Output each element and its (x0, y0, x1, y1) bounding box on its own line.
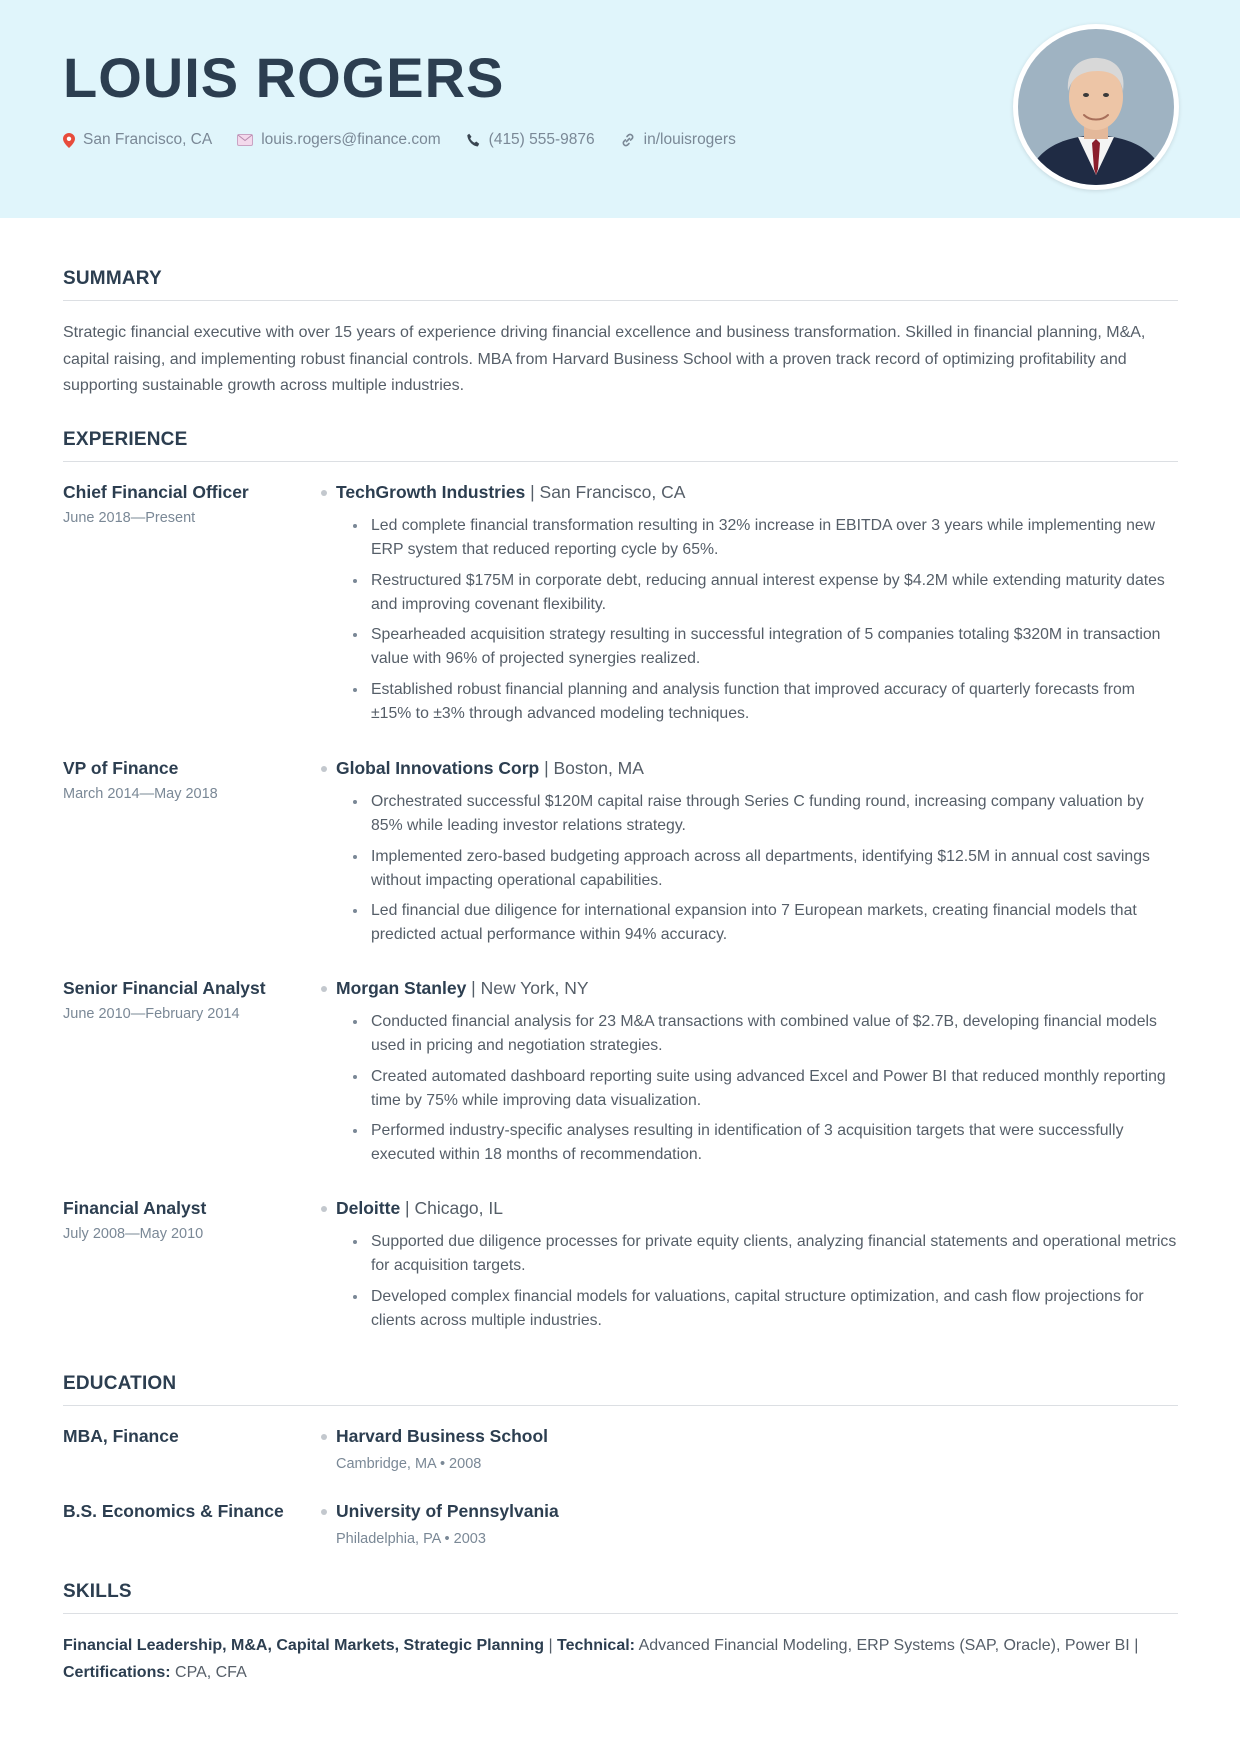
company-name: Global Innovations Corp (336, 758, 540, 778)
achievement-list (353, 1010, 1178, 1174)
company-location: | San Francisco, CA (525, 482, 686, 502)
phone-text[interactable]: (415) 555-9876 (488, 131, 595, 148)
job-dates: June 2010—February 2014 (63, 1006, 240, 1022)
company-name: Deloitte (336, 1198, 401, 1218)
achievement-item: Supported due diligence processes for private equity clients, analyzing financial statements and operational metrics for acquisition targets. (353, 1230, 1178, 1278)
profile-photo (1013, 24, 1179, 190)
school-meta: Cambridge, MA • 2008 (336, 1456, 482, 1472)
job-title: Senior Financial Analyst (63, 978, 266, 998)
company-line (336, 978, 589, 999)
job-dates: June 2018—Present (63, 510, 196, 526)
achievement-list (353, 790, 1178, 954)
skills-text (63, 1632, 1178, 1686)
email-icon (237, 134, 253, 146)
achievement-list (353, 514, 1178, 732)
phone-icon (466, 133, 481, 148)
school-name: University of Pennsylvania (336, 1501, 559, 1521)
company-name: Morgan Stanley (336, 978, 467, 998)
contact-location (63, 131, 212, 149)
achievement-item: Implemented zero-based budgeting approach across all departments, identifying $12.5M in annual cost savings without impacting operational capabilities. (353, 845, 1178, 893)
achievement-item: Performed industry-specific analyses resulting in identification of 3 acquisition targets that were successfully executed within 18 months of recommendation. (353, 1119, 1178, 1167)
job-dates: March 2014—May 2018 (63, 786, 218, 802)
achievement-item: Orchestrated successful $120M capital raise through Series C funding round, increasing company valuation by 85% while leading investor relations strategy. (353, 790, 1178, 838)
job-dates: July 2008—May 2010 (63, 1226, 204, 1242)
company-line (336, 482, 685, 503)
header-banner (0, 0, 1240, 218)
achievement-item: Developed complex financial models for valuations, capital structure optimization, and cash flow projections for clients across multiple industries. (353, 1285, 1178, 1333)
contact-linkedin[interactable] (620, 131, 736, 149)
contact-email[interactable] (237, 131, 440, 149)
job-title: VP of Finance (63, 758, 179, 778)
candidate-name: LOUIS ROGERS (63, 46, 505, 109)
link-icon (620, 132, 636, 148)
achievement-item: Created automated dashboard reporting suite using advanced Excel and Power BI that reduced monthly reporting time by 75% while improving data visualization. (353, 1065, 1178, 1113)
technical-skills: Advanced Financial Modeling, ERP Systems (SAP, Oracle), Power BI (635, 1637, 1130, 1654)
summary-heading: SUMMARY (63, 268, 1178, 301)
portrait-image (1018, 29, 1174, 185)
certifications: CPA, CFA (170, 1664, 247, 1681)
linkedin-text[interactable]: in/louisrogers (643, 131, 736, 148)
school-name: Harvard Business School (336, 1426, 549, 1446)
achievement-item: Led complete financial transformation resulting in 32% increase in EBITDA over 3 years while implementing new ERP system that reduced reporting cycle by 65%. (353, 514, 1178, 562)
education-heading: EDUCATION (63, 1373, 1178, 1406)
skills-separator: | (544, 1637, 558, 1654)
contact-bar (63, 131, 761, 149)
technical-label: Technical: (557, 1637, 635, 1654)
achievement-list (353, 1230, 1178, 1339)
company-location: | Boston, MA (539, 758, 644, 778)
location-text: San Francisco, CA (83, 131, 213, 148)
company-location: | Chicago, IL (400, 1198, 503, 1218)
certifications-label: Certifications: (63, 1664, 171, 1681)
skills-separator: | (1129, 1637, 1139, 1654)
achievement-item: Restructured $175M in corporate debt, reducing annual interest expense by $4.2M while extending maturity dates and improving covenant flexibility. (353, 569, 1178, 617)
company-location: | New York, NY (466, 978, 589, 998)
company-name: TechGrowth Industries (336, 482, 526, 502)
company-line (336, 1198, 503, 1219)
achievement-item: Led financial due diligence for international expansion into 7 European markets, creating financial models that predicted actual performance within 94% accuracy. (353, 899, 1178, 947)
achievement-item: Conducted financial analysis for 23 M&A transactions with combined value of $2.7B, developing financial models used in pricing and negotiation strategies. (353, 1010, 1178, 1058)
achievement-item: Spearheaded acquisition strategy resulting in successful integration of 5 companies totaling $320M in transaction value with 96% of projected synergies realized. (353, 623, 1178, 671)
core-skills: Financial Leadership, M&A, Capital Markets, Strategic Planning (63, 1637, 544, 1654)
achievement-item: Established robust financial planning and analysis function that improved accuracy of quarterly forecasts from ±15% to ±3% through advanced modeling techniques. (353, 678, 1178, 726)
job-title: Financial Analyst (63, 1198, 207, 1218)
skills-heading: SKILLS (63, 1581, 1178, 1614)
summary-text: Strategic financial executive with over 15 years of experience driving financial excellence and business transformation. Skilled in financial planning, M&A, capital raising, and implementing robust financial controls. MBA from Harvard Business School with a proven track record of optimizing profitability and supporting sustainable growth across multiple industries. (63, 324, 1146, 394)
job-title: Chief Financial Officer (63, 482, 249, 502)
contact-phone[interactable] (466, 131, 595, 149)
company-line (336, 758, 644, 779)
school-meta: Philadelphia, PA • 2003 (336, 1531, 486, 1547)
degree-name: MBA, Finance (63, 1426, 179, 1446)
experience-heading: EXPERIENCE (63, 429, 1178, 462)
email-text[interactable]: louis.rogers@finance.com (261, 131, 441, 148)
location-pin-icon (63, 133, 75, 148)
degree-name: B.S. Economics & Finance (63, 1501, 284, 1521)
